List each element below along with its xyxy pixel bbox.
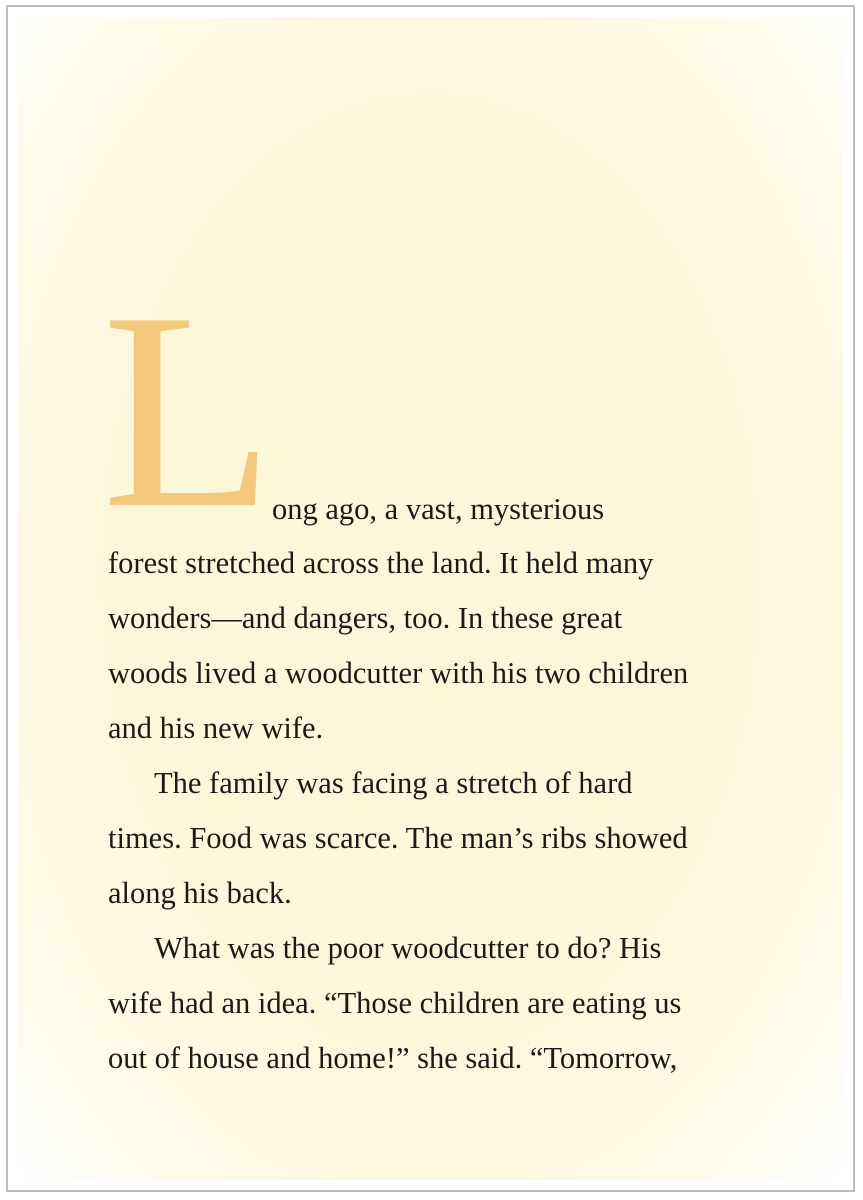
story-line: The family was facing a stretch of hard — [154, 766, 633, 800]
story-line: wonders—and dangers, too. In these great — [108, 601, 623, 635]
story-line: wife had an idea. “Those children are eating us — [108, 986, 682, 1020]
story-line: What was the poor woodcutter to do? His — [154, 931, 662, 965]
page-frame — [6, 5, 855, 1192]
story-line: along his back. — [108, 876, 292, 910]
story-line: ong ago, a vast, mysterious — [272, 492, 605, 526]
story-line: and his new wife. — [108, 711, 324, 745]
story-line: woods lived a woodcutter with his two children — [108, 656, 689, 690]
story-line: out of house and home!” she said. “Tomorrow, — [108, 1041, 678, 1075]
story-line: forest stretched across the land. It held many — [108, 546, 654, 580]
drop-cap-letter: L — [102, 254, 275, 566]
story-line: times. Food was scarce. The man’s ribs showed — [108, 821, 688, 855]
book-page — [18, 17, 843, 1180]
